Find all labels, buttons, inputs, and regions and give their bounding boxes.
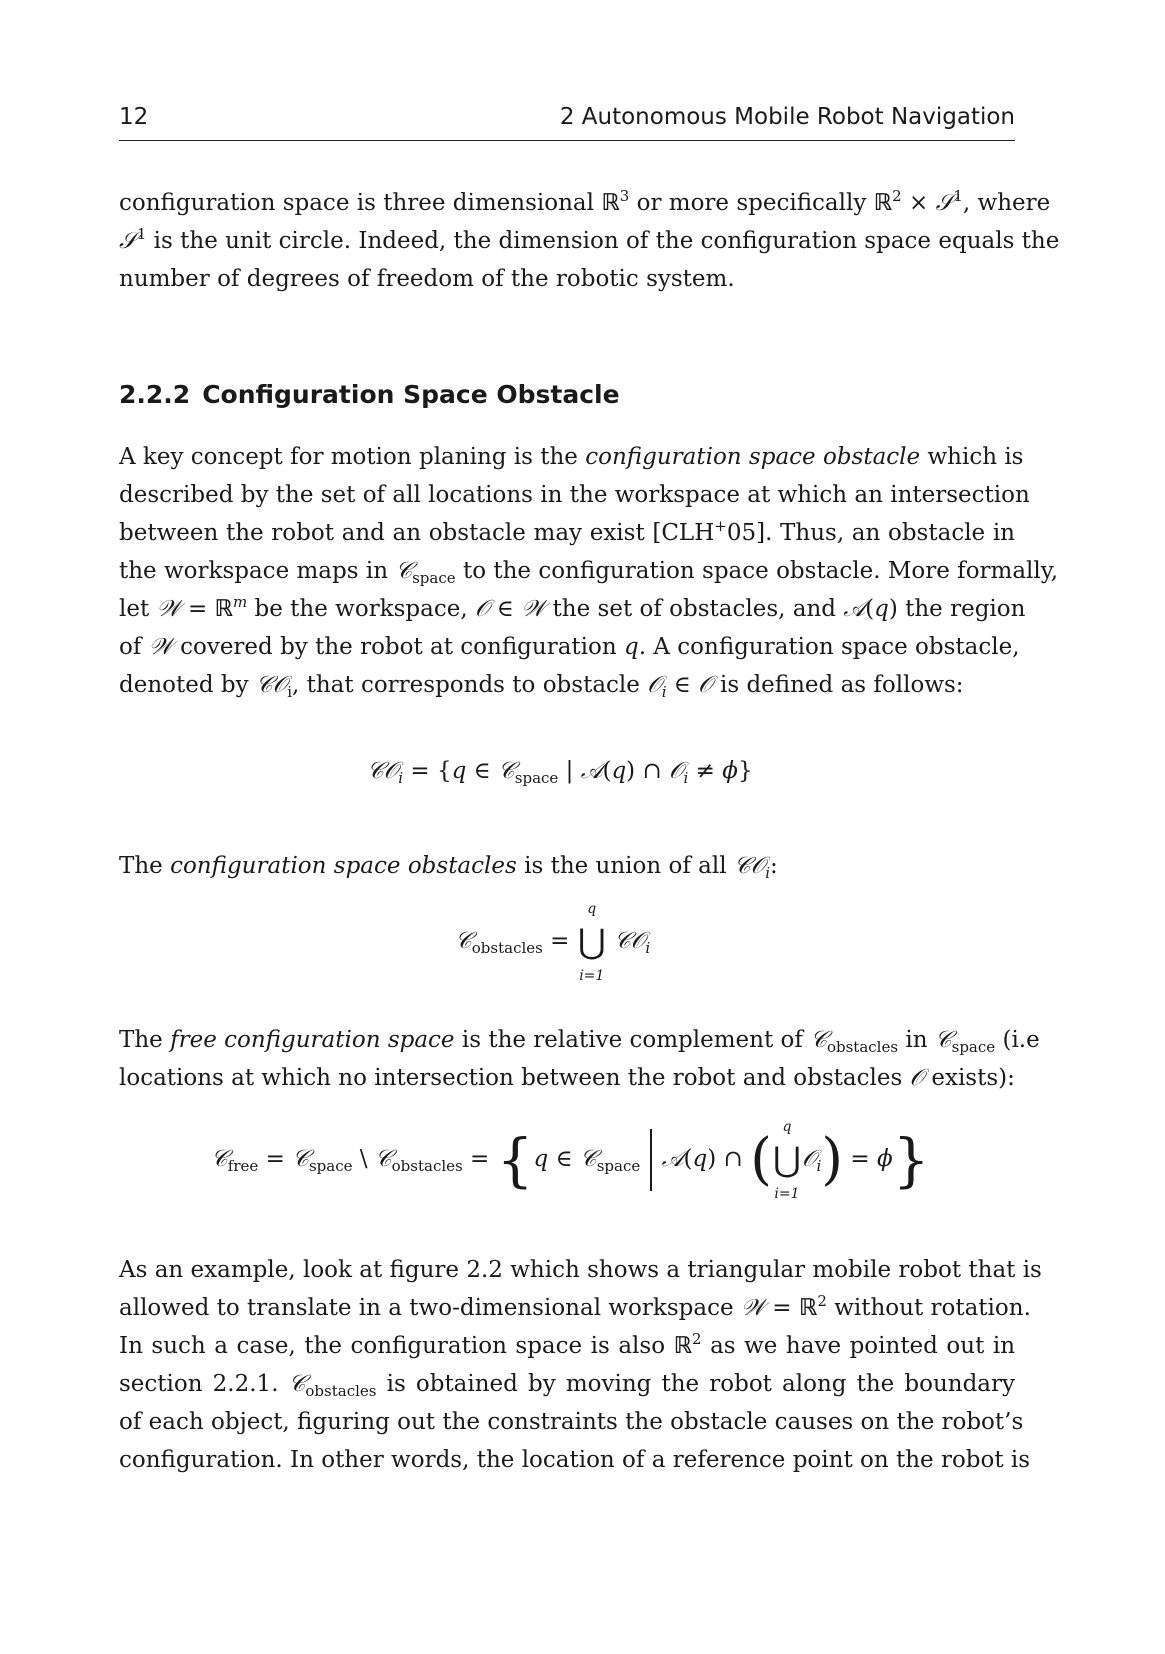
p5-text: of each object, figuring out the constraints the obstacle causes on the robot’s [119,1409,1024,1435]
paragraph-4: The free configuration space is the relative complement of 𝒞$_{obstacles}$ in 𝒞$_{space}$ (i.e locations at which no intersection between the robot and obstacles 𝒪 exists): [119,1027,1040,1091]
equation-c-obstacles: 𝒞$_{obstacles}$ = q ⋃ i=1 𝒞𝒪$_i$ [455,901,651,984]
paragraph-2: A key concept for motion planing is the configuration space obstacle which is described by the set of all locations in the workspace at which an intersection between the robot and an obstacle may exist [CLH+05]. Thus, an obstacle in the workspace maps in 𝒞$_{space}$ to the configuration space obstacle. More formally, let 𝒲 = ℝ$^m$ be the workspace, 𝒪 ∈ 𝒲 the set of obstacles, and 𝒜(q) the region of 𝒲 covered by the robot at configuration q. A configuration space obstacle, denoted by 𝒞𝒪$_i$, that corresponds to obstacle 𝒪$_i$ ∈ 𝒪 is defined as follows: [119,444,1059,701]
p2-text: between the robot and an obstacle may exist [CLH [119,520,715,546]
running-head: 2 Autonomous Mobile Robot Navigation [559,104,1015,130]
p2-text: is defined as follows: [712,672,964,698]
p2-text: which is [920,444,1024,470]
p5-text: As an example, look at figure 2.2 which shows a triangular mobile robot that is [119,1257,1042,1283]
p5-text: as we have pointed out in [701,1333,1016,1359]
p2-text: , that corresponds to obstacle [292,672,648,698]
p5-text: In such a case, the configuration space is also [119,1333,674,1359]
page-number: 12 [119,104,149,130]
p1-text: , where [962,190,1051,216]
p5-text: is obtained by moving the robot along the boundary [376,1371,1016,1397]
section-number: 2.2.2 [119,380,191,409]
paragraph-1: configuration space is three dimensional ℝ$^3$ or more specifically ℝ$^2$ × 𝒮$^1$, where 𝒮$^1$ is the unit circle. Indeed, the dimension of the configuration space equals the number of degrees of freedom of the robotic system. [119,184,1015,298]
running-header [119,100,1015,141]
p2-text: A key concept for motion planing is the [119,444,586,470]
paragraph-3: The configuration space obstacles is the union of all 𝒞𝒪$_i$: [119,853,778,882]
p2-text: covered by the robot at configuration [172,634,624,660]
p4-text: (i.e [995,1027,1040,1053]
p4-text: exists): [924,1065,1015,1091]
p2-text: . A configuration space obstacle, [638,634,1020,660]
p5-text: configuration. In other words, the location of a reference point on the robot is [119,1447,1031,1473]
p3-emphasis: configuration space obstacles [170,853,517,879]
p2-text: described by the set of all locations in the workspace at which an intersection [119,482,1030,508]
p2-text: the region [897,596,1026,622]
p2-text: be the workspace, [247,596,475,622]
p2-emphasis: configuration space obstacle [585,444,921,470]
paragraph-5: As an example, look at figure 2.2 which shows a triangular mobile robot that is allowed to translate in a two-dimensional workspace 𝒲 = ℝ$^2$ without rotation. In such a case, the configuration space is also ℝ$^2$ as we have pointed out in section 2.2.1. 𝒞$_{obstacles}$ is obtained by moving the robot along the boundary of each object, figuring out the constraints the obstacle causes on the robot’s configuration. In other words, the location of a reference point on the robot is [119,1251,1015,1479]
section-title: Configuration Space Obstacle [202,380,620,409]
p3-text: is the union of all [516,853,734,879]
p1-text: configuration space is three dimensional [119,190,602,216]
p1-text: is the unit circle. Indeed, the dimension of the configuration space equals the [146,228,1060,254]
section-heading [119,380,620,409]
p2-text: the set of obstacles, and [545,596,844,622]
p2-text: of [119,634,149,660]
p5-text: section 2.2.1. [119,1371,289,1397]
p2-text: to the configuration space obstacle. More formally, [455,558,1059,584]
p4-text: locations at which no intersection between the robot and obstacles [119,1065,910,1091]
p1-text: number of degrees of freedom of the robotic system. [119,266,735,292]
p5-text: allowed to translate in a two-dimensional workspace [119,1295,741,1321]
equation-co-i: 𝒞𝒪$_i$ = {q ∈ 𝒞$_{space}$ | 𝒜(q) ∩ 𝒪$_i$ ≠ ϕ} [367,758,753,787]
p2-text: let [119,596,157,622]
p4-text: The [119,1027,171,1053]
p3-text: The [119,853,171,879]
p1-text: or more specifically [629,190,874,216]
p4-text: is the relative complement of [454,1027,811,1053]
p2-text: 05]. Thus, an obstacle in [726,520,1015,546]
equation-c-free: 𝒞$_{free}$ = 𝒞$_{space}$ \ 𝒞$_{obstacles}$ = {q ∈ 𝒞$_{space}$ 𝒜(q) ∩ ( q ⋃ i=1 𝒪$_i$) = ϕ} [211,1119,930,1202]
p4-text: in [898,1027,935,1053]
p4-emphasis: free configuration space [170,1027,455,1053]
p5-text: without rotation. [826,1295,1031,1321]
p2-text: the workspace maps in [119,558,396,584]
p2-text: denoted by [119,672,256,698]
